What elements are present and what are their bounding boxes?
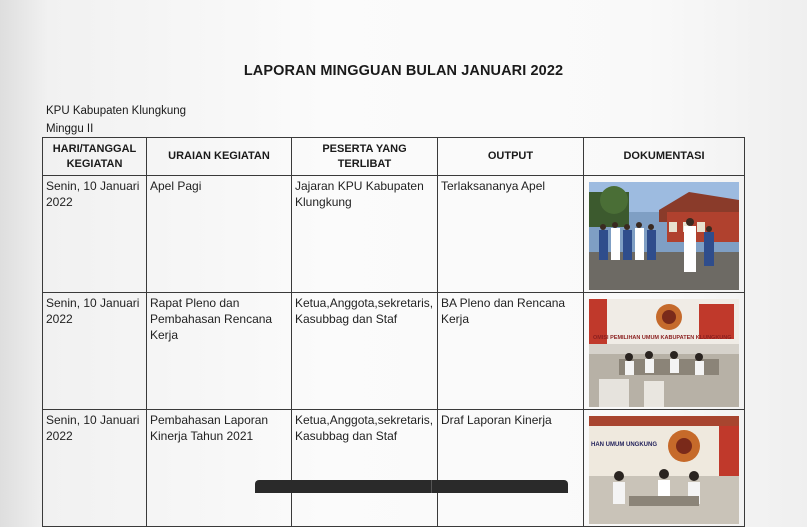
report-discussion-photo: [589, 416, 739, 524]
row-output: Terlaksananya Apel: [438, 176, 584, 293]
row-date: Senin, 10 Januari 2022: [43, 176, 147, 293]
row-activity: Pembahasan Laporan Kinerja Tahun 2021: [147, 410, 292, 527]
row-documentation: [584, 293, 745, 410]
table-header-row: [43, 138, 745, 176]
header-activity: URAIAN KEGIATAN: [147, 138, 292, 176]
header-participants: PESERTA YANG TERLIBAT: [292, 138, 438, 176]
photo-banner-text: HAN UMUM UNGKUNG: [591, 442, 657, 448]
weekly-report-table: [42, 137, 745, 527]
row-date: Senin, 10 Januari 2022: [43, 410, 147, 527]
media-toolbar: [255, 480, 568, 493]
photo-banner-text: OMISI PEMILIHAN UMUM KABUPATEN KLUNGKUNG: [593, 335, 732, 341]
row-output: BA Pleno dan Rencana Kerja: [438, 293, 584, 410]
week-label: Minggu II: [46, 123, 94, 135]
table-row: [43, 410, 745, 527]
row-output: Draf Laporan Kinerja: [438, 410, 584, 527]
table-row: [43, 176, 745, 293]
row-activity: Apel Pagi: [147, 176, 292, 293]
plenary-meeting-photo: [589, 299, 739, 407]
table-row: [43, 293, 745, 410]
row-documentation: [584, 176, 745, 293]
toolbar-divider: [431, 480, 432, 493]
header-output: OUTPUT: [438, 138, 584, 176]
row-date: Senin, 10 Januari 2022: [43, 293, 147, 410]
row-participants: Ketua,Anggota,sekretaris, Kasubbag dan Staf: [292, 293, 438, 410]
row-participants: Ketua,Anggota,sekretaris, Kasubbag dan Staf: [292, 410, 438, 527]
header-documentation: DOKUMENTASI: [584, 138, 745, 176]
row-activity: Rapat Pleno dan Pembahasan Rencana Kerja: [147, 293, 292, 410]
page-title: LAPORAN MINGGUAN BULAN JANUARI 2022: [243, 63, 564, 79]
row-documentation: [584, 410, 745, 527]
row-participants: Jajaran KPU Kabupaten Klungkung: [292, 176, 438, 293]
header-date: HARI/TANGGAL KEGIATAN: [43, 138, 147, 176]
organization-name: KPU Kabupaten Klungkung: [46, 105, 187, 117]
morning-assembly-photo: [589, 182, 739, 290]
